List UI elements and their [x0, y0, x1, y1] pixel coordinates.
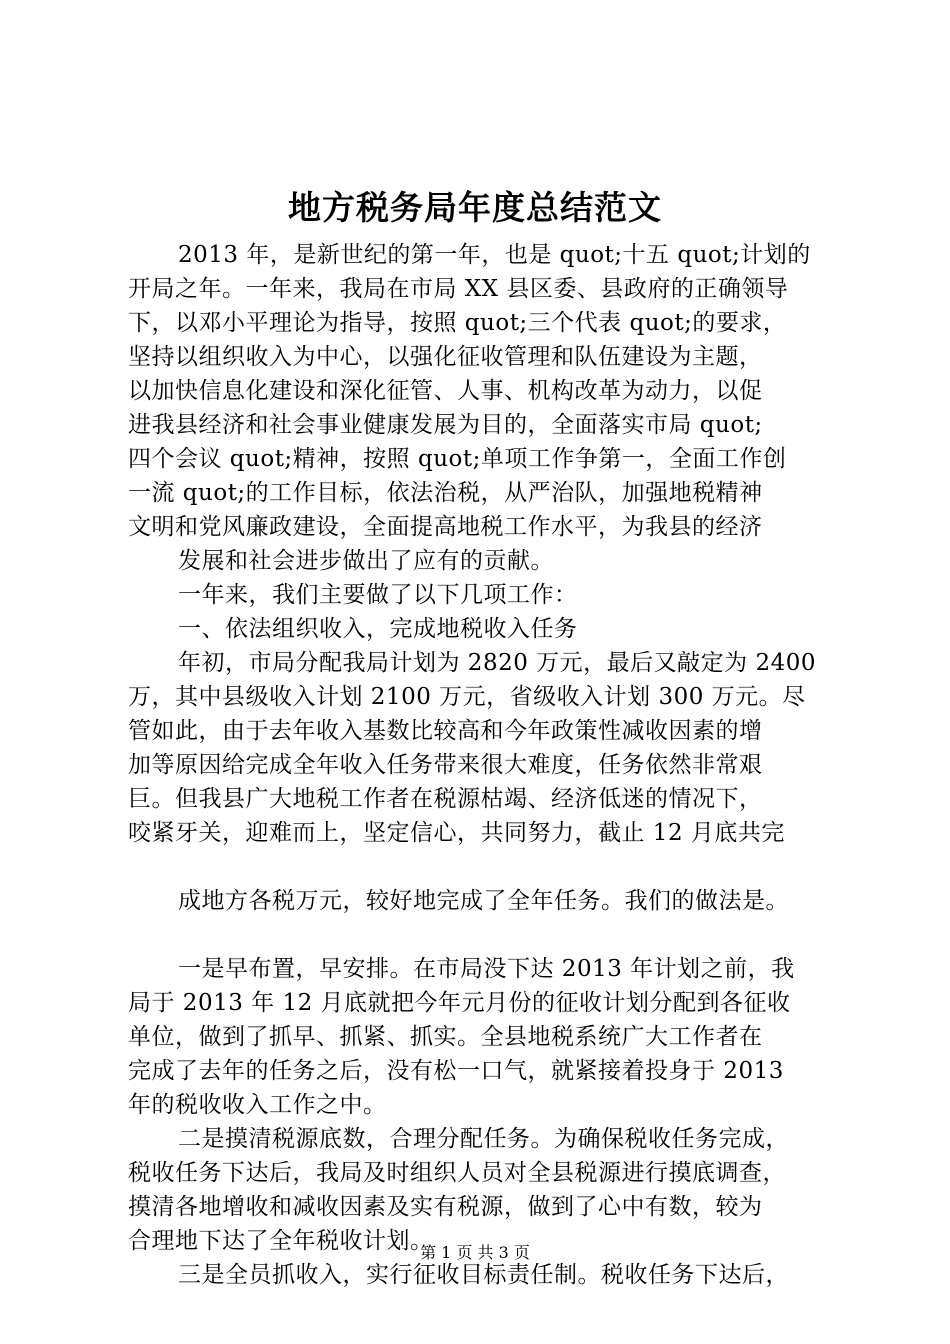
- text-line: 摸清各地增收和减收因素及实有税源，做到了心中有数，较为: [128, 1194, 763, 1220]
- text-line: 一是早布置，早安排。在市局没下达 2013 年计划之前，我: [178, 956, 795, 982]
- text-line: 税收任务下达后，我局及时组织人员对全县税源进行摸底调查，: [128, 1160, 786, 1186]
- text-line: 文明和党风廉政建设，全面提高地税工作水平，为我县的经济: [128, 514, 763, 540]
- text-line: 以加快信息化建设和深化征管、人事、机构改革为动力，以促: [128, 378, 763, 404]
- document-body: [128, 238, 840, 1292]
- paragraph-gap: [128, 918, 840, 952]
- text-line: 坚持以组织收入为中心，以强化征收管理和队伍建设为主题，: [128, 344, 763, 370]
- text-line: 2013 年，是新世纪的第一年，也是 quot;十五 quot;计划的: [178, 242, 811, 268]
- text-line: 合理地下达了全年税收计划。: [128, 1228, 434, 1254]
- text-line: 二是摸清税源底数，合理分配任务。为确保税收任务完成，: [178, 1126, 789, 1152]
- text-line: 年的税收收入工作之中。: [128, 1092, 387, 1118]
- text-line: 巨。但我县广大地税工作者在税源枯竭、经济低迷的情况下，: [128, 786, 763, 812]
- text-line: 四个会议 quot;精神，按照 quot;单项工作争第一，全面工作创: [128, 446, 787, 472]
- text-line: 局于 2013 年 12 月底就把今年元月份的征收计划分配到各征收: [128, 990, 791, 1016]
- text-line: 开局之年。一年来，我局在市局 XX 县区委、县政府的正确领导: [128, 276, 789, 302]
- text-line: 年初，市局分配我局计划为 2820 万元，最后又敲定为 2400: [178, 650, 816, 676]
- section-heading: 一、依法组织收入，完成地税收入任务: [178, 616, 578, 642]
- document-title: 地方税务局年度总结范文: [288, 188, 662, 227]
- text-line: 下，以邓小平理论为指导，按照 quot;三个代表 quot;的要求，: [128, 310, 787, 336]
- text-line: 加等原因给完成全年收入任务带来很大难度，任务依然非常艰: [128, 752, 763, 778]
- text-line: 进我县经济和社会事业健康发展为目的，全面落实市局 quot;: [128, 412, 763, 438]
- text-line: 完成了去年的任务之后，没有松一口气，就紧接着投身于 2013: [128, 1058, 784, 1084]
- text-line: 成地方各税万元，较好地完成了全年任务。我们的做法是。: [178, 888, 789, 914]
- page-number-footer: 第 1 页 共 3 页: [420, 1243, 530, 1262]
- text-line: 三是全员抓收入，实行征收目标责任制。税收任务下达后，: [178, 1262, 789, 1288]
- text-line: 咬紧牙关，迎难而上，坚定信心，共同努力，截止 12 月底共完: [128, 820, 785, 846]
- paragraph-gap: [128, 850, 840, 884]
- text-line: 一年来，我们主要做了以下几项工作：: [178, 582, 578, 608]
- text-line: 万，其中县级收入计划 2100 万元，省级收入计划 300 万元。尽: [128, 684, 806, 710]
- text-line: 管如此，由于去年收入基数比较高和今年政策性减收因素的增: [128, 718, 763, 744]
- text-line: 发展和社会进步做出了应有的贡献。: [178, 548, 554, 574]
- text-line: 一流 quot;的工作目标，依法治税，从严治队，加强地税精神: [128, 480, 763, 506]
- text-line: 单位，做到了抓早、抓紧、抓实。全县地税系统广大工作者在: [128, 1024, 763, 1050]
